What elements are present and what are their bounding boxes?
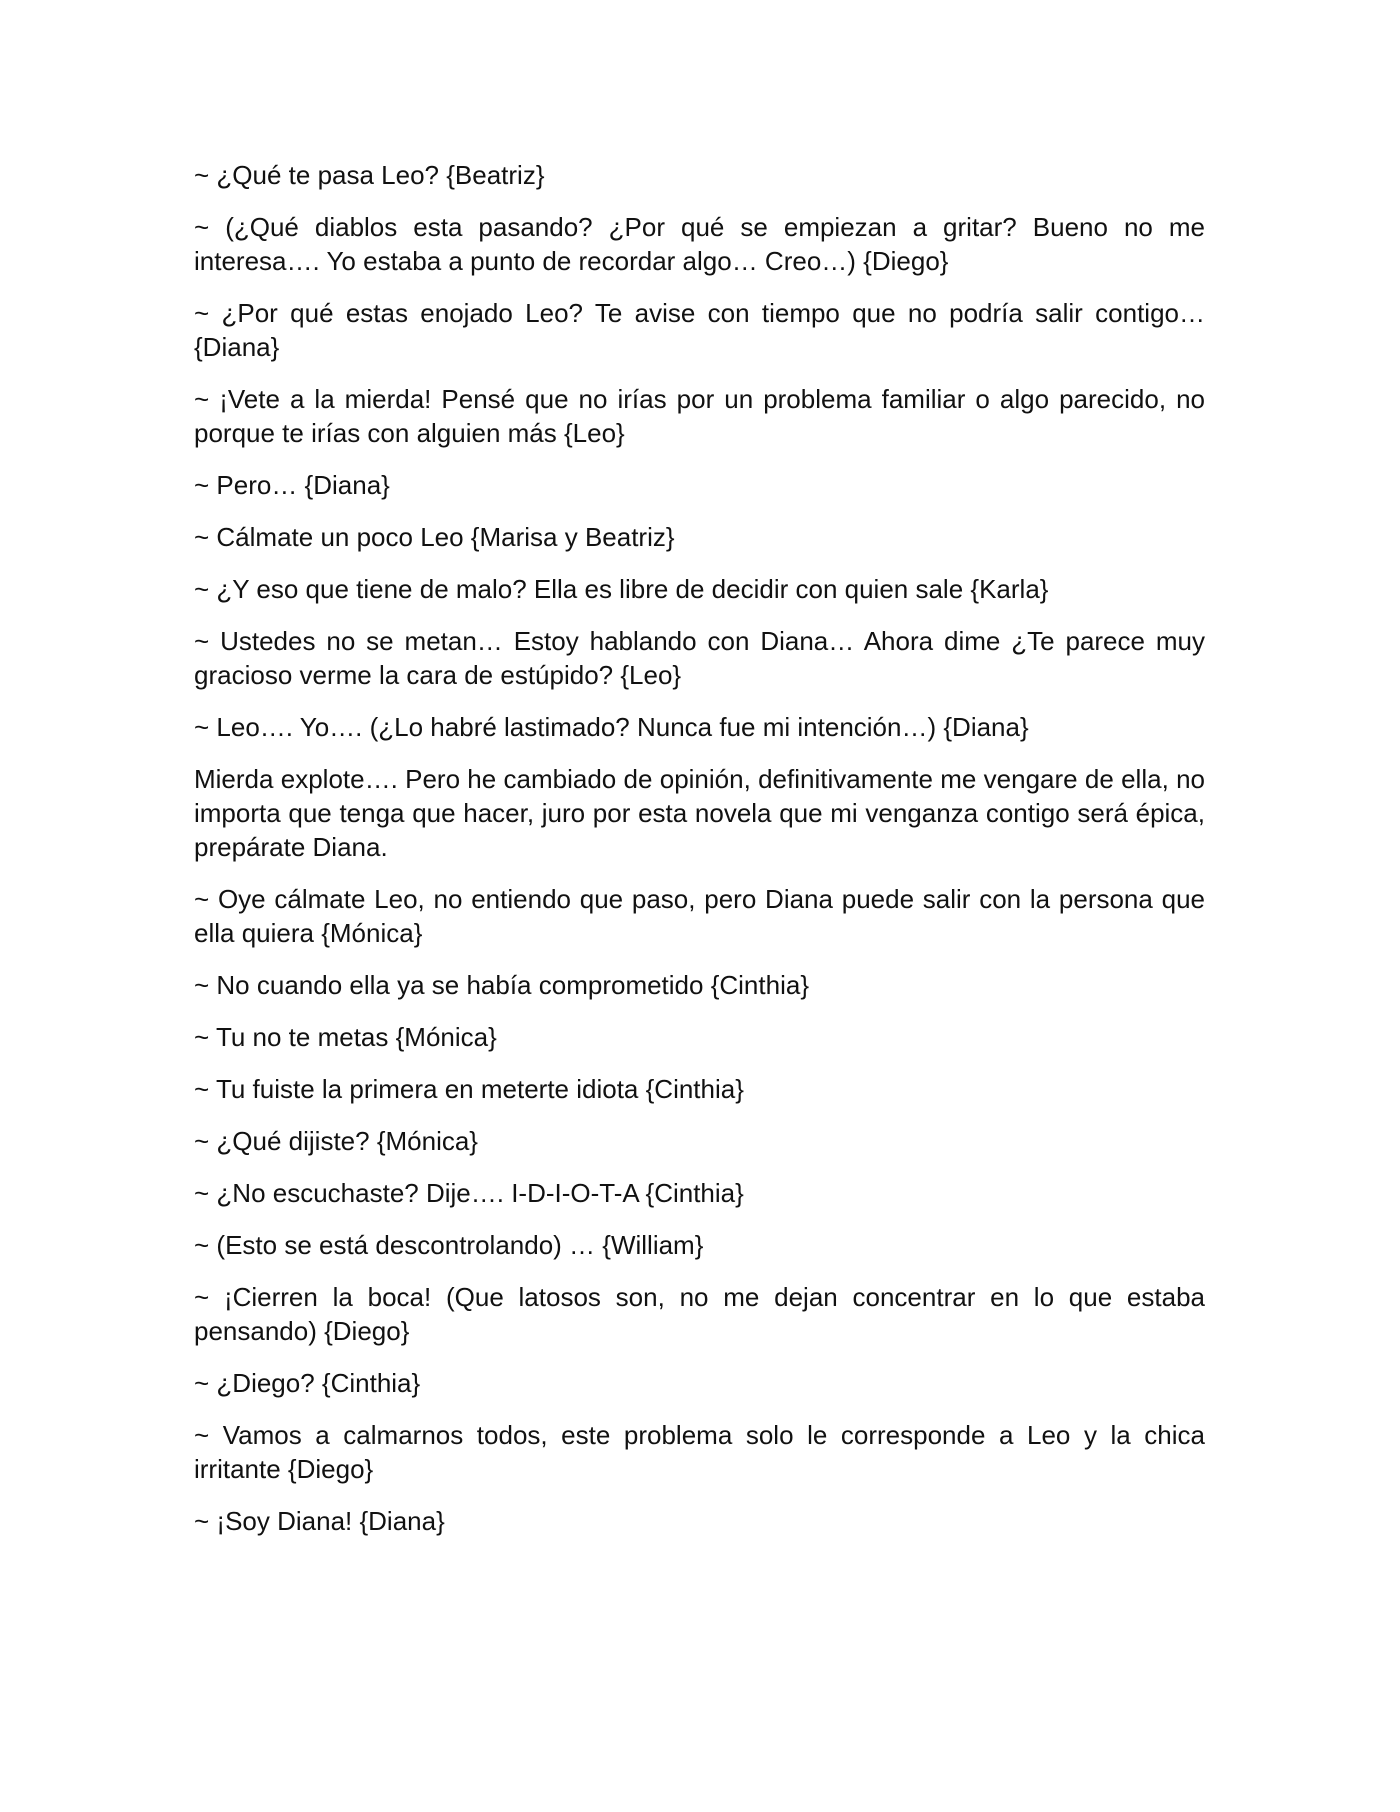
dialogue-line: ~ No cuando ella ya se había comprometido {Cinthia} xyxy=(194,970,809,1000)
dialogue-line: ~ Tu no te metas {Mónica} xyxy=(194,1022,497,1052)
dialogue-line: ~ Cálmate un poco Leo {Marisa y Beatriz} xyxy=(194,522,675,552)
dialogue-line: ~ ¿Por qué estas enojado Leo? Te avise con tiempo que no podría salir contigo… {Diana} xyxy=(194,298,1205,362)
dialogue-line: ~ Oye cálmate Leo, no entiendo que paso, pero Diana puede salir con la persona que ella quiera {Mónica} xyxy=(194,884,1205,948)
dialogue-line: ~ (Esto se está descontrolando) … {William} xyxy=(194,1230,704,1260)
dialogue-line: ~ ¡Vete a la mierda! Pensé que no irías por un problema familiar o algo parecido, no porque te irías con alguien más {Leo} xyxy=(194,384,1205,448)
dialogue-line: ~ ¿Diego? {Cinthia} xyxy=(194,1368,421,1398)
dialogue-line: ~ ¡Cierren la boca! (Que latosos son, no me dejan concentrar en lo que estaba pensando) {Diego} xyxy=(194,1282,1205,1346)
dialogue-line: ~ ¿No escuchaste? Dije…. I-D-I-O-T-A {Cinthia} xyxy=(194,1178,744,1208)
document-body xyxy=(194,158,1205,1556)
dialogue-line: ~ Vamos a calmarnos todos, este problema solo le corresponde a Leo y la chica irritante {Diego} xyxy=(194,1420,1205,1484)
dialogue-line: ~ ¿Qué te pasa Leo? {Beatriz} xyxy=(194,160,545,190)
dialogue-line: ~ Ustedes no se metan… Estoy hablando con Diana… Ahora dime ¿Te parece muy gracioso verme la cara de estúpido? {Leo} xyxy=(194,626,1205,690)
dialogue-line: ~ (¿Qué diablos esta pasando? ¿Por qué se empiezan a gritar? Bueno no me interesa…. Yo estaba a punto de recordar algo… Creo…) {Diego} xyxy=(194,212,1205,276)
dialogue-line: ~ ¿Y eso que tiene de malo? Ella es libre de decidir con quien sale {Karla} xyxy=(194,574,1049,604)
dialogue-line: ~ Leo…. Yo…. (¿Lo habré lastimado? Nunca fue mi intención…) {Diana} xyxy=(194,712,1029,742)
dialogue-line: ~ Pero… {Diana} xyxy=(194,470,390,500)
dialogue-line: ~ ¿Qué dijiste? {Mónica} xyxy=(194,1126,478,1156)
dialogue-line: ~ ¡Soy Diana! {Diana} xyxy=(194,1506,445,1536)
narration-paragraph: Mierda explote…. Pero he cambiado de opinión, definitivamente me vengare de ella, no importa que tenga que hacer, juro por esta novela que mi venganza contigo será épica, prepárate Diana. xyxy=(194,764,1205,862)
dialogue-line: ~ Tu fuiste la primera en meterte idiota {Cinthia} xyxy=(194,1074,744,1104)
